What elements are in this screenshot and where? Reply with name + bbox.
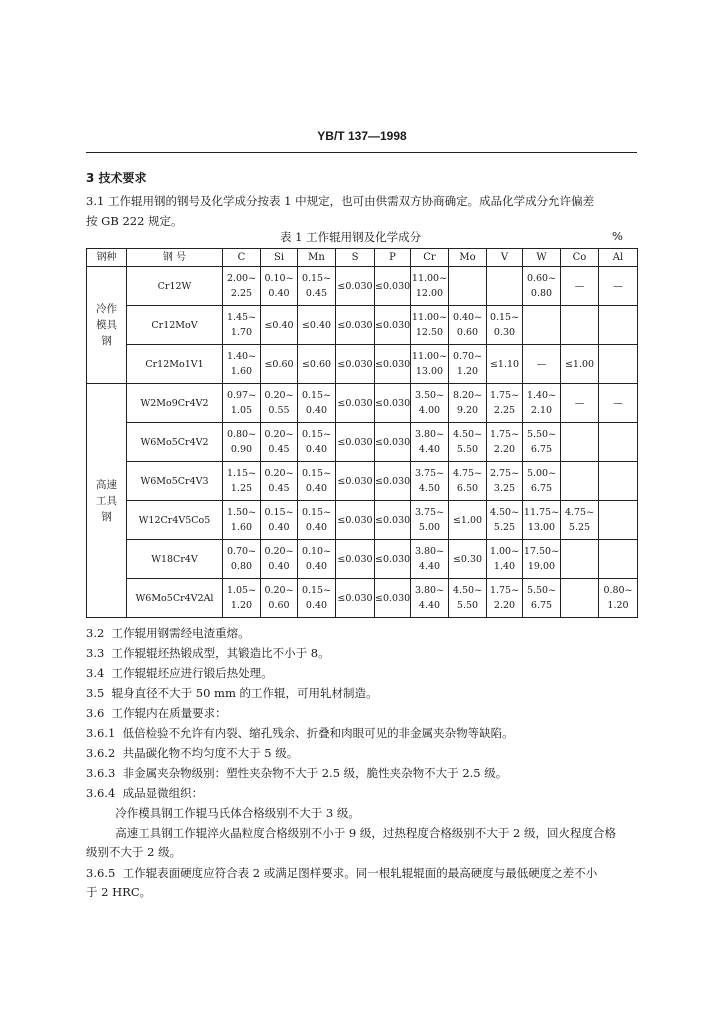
- table-row: [87, 306, 638, 345]
- clause-line: 3.6.2 共晶碳化物不均匀度不大于 5 级。: [86, 746, 299, 760]
- composition-cell: 1.15~ 1.25: [223, 462, 261, 501]
- composition-cell: 1.40~ 1.60: [223, 345, 261, 384]
- column-header: W: [523, 249, 561, 267]
- composition-cell: ≤0.30: [449, 540, 487, 579]
- column-header: Mo: [449, 249, 487, 267]
- clause-line: 高速工具钢工作辊淬火晶粒度合格级别不小于 9 级，过热程度合格级别不大于 2 级，回火程度合格: [86, 826, 616, 840]
- composition-cell: ≤0.60: [261, 345, 298, 384]
- composition-cell: ≤0.40: [298, 306, 336, 345]
- column-header: C: [223, 249, 261, 267]
- column-header: Cr: [411, 249, 449, 267]
- composition-cell: 3.75~ 4.50: [411, 462, 449, 501]
- standard-number-header: YB/T 137—1998: [317, 129, 407, 143]
- composition-cell: [523, 306, 561, 345]
- composition-cell: 3.80~ 4.40: [411, 423, 449, 462]
- composition-cell: [561, 579, 599, 618]
- clause-line: 3.6.3 非金属夹杂物级别：塑性夹杂物不大于 2.5 级，脆性夹杂物不大于 2.5 级。: [86, 766, 508, 780]
- column-header: 钢种: [87, 249, 127, 267]
- composition-cell: ≤0.030: [336, 306, 375, 345]
- composition-cell: [561, 306, 599, 345]
- composition-cell: ≤0.030: [375, 540, 411, 579]
- composition-cell: 1.40~ 2.10: [523, 384, 561, 423]
- composition-cell: ≤0.030: [336, 423, 375, 462]
- composition-cell: 0.15~ 0.40: [261, 501, 298, 540]
- composition-cell: ≤0.030: [375, 423, 411, 462]
- grade-cell: W6Mo5Cr4V2Al: [127, 579, 223, 618]
- composition-cell: 0.10~ 0.40: [261, 267, 298, 306]
- composition-cell: ≤1.00: [449, 501, 487, 540]
- composition-cell: 0.20~ 0.45: [261, 462, 298, 501]
- composition-cell: 0.80~ 1.20: [599, 579, 638, 618]
- clause-line: 级别不大于 2 级。: [86, 845, 182, 859]
- table-row: [87, 501, 638, 540]
- composition-cell: 0.15~ 0.40: [298, 423, 336, 462]
- steel-type-cell: 高速 工具 钢: [87, 384, 127, 618]
- column-header: S: [336, 249, 375, 267]
- composition-cell: 0.15~ 0.40: [298, 384, 336, 423]
- clause-3-1: [86, 191, 638, 231]
- clause-line: 3.6 工作辊内在质量要求：: [86, 706, 227, 720]
- composition-cell: 17.50~ 19.00: [523, 540, 561, 579]
- grade-cell: W12Cr4V5Co5: [127, 501, 223, 540]
- composition-cell: [561, 462, 599, 501]
- composition-cell: [599, 540, 638, 579]
- section-title: 3 技术要求: [86, 171, 147, 185]
- composition-cell: 0.10~ 0.40: [298, 540, 336, 579]
- clause-line: 冷作模具钢工作辊马氏体合格级别不大于 3 级。: [86, 806, 360, 820]
- column-header: V: [487, 249, 523, 267]
- composition-cell: 1.00~ 1.40: [487, 540, 523, 579]
- composition-cell: —: [561, 267, 599, 306]
- composition-cell: 0.70~ 1.20: [449, 345, 487, 384]
- steel-type-cell: 冷作 模具 钢: [87, 267, 127, 384]
- composition-cell: ≤0.030: [336, 462, 375, 501]
- composition-cell: ≤1.10: [487, 345, 523, 384]
- composition-cell: 0.15~ 0.40: [298, 579, 336, 618]
- composition-cell: [449, 267, 487, 306]
- composition-cell: ≤0.030: [336, 501, 375, 540]
- clause-line: 3.4 工作辊辊坯应进行锻后热处理。: [86, 666, 273, 680]
- grade-cell: W6Mo5Cr4V2: [127, 423, 223, 462]
- clause-line: 3.6.5 工作辊表面硬度应符合表 2 或满足图样要求。同一根轧辊辊面的最高硬度与最低硬度之差不小: [86, 866, 598, 880]
- composition-cell: ≤0.030: [375, 267, 411, 306]
- composition-cell: 3.75~ 5.00: [411, 501, 449, 540]
- composition-cell: 0.20~ 0.40: [261, 540, 298, 579]
- composition-cell: [599, 501, 638, 540]
- grade-cell: W2Mo9Cr4V2: [127, 384, 223, 423]
- composition-cell: ≤1.00: [561, 345, 599, 384]
- composition-cell: 3.80~ 4.40: [411, 540, 449, 579]
- composition-cell: —: [523, 345, 561, 384]
- header-rule: [86, 152, 637, 153]
- composition-cell: [487, 267, 523, 306]
- column-header: Si: [261, 249, 298, 267]
- composition-cell: —: [599, 384, 638, 423]
- composition-cell: 4.50~ 5.50: [449, 423, 487, 462]
- composition-cell: 0.15~ 0.45: [298, 267, 336, 306]
- composition-cell: ≤0.030: [375, 345, 411, 384]
- composition-cell: ≤0.030: [336, 267, 375, 306]
- grade-cell: W6Mo5Cr4V3: [127, 462, 223, 501]
- column-header: Mn: [298, 249, 336, 267]
- composition-cell: ≤0.030: [375, 462, 411, 501]
- table-row: [87, 579, 638, 618]
- composition-cell: 5.00~ 6.75: [523, 462, 561, 501]
- composition-cell: 0.80~ 0.90: [223, 423, 261, 462]
- composition-cell: 0.40~ 0.60: [449, 306, 487, 345]
- composition-cell: [599, 345, 638, 384]
- composition-cell: 1.75~ 2.20: [487, 423, 523, 462]
- composition-cell: —: [599, 267, 638, 306]
- composition-cell: [599, 462, 638, 501]
- grade-cell: Cr12W: [127, 267, 223, 306]
- composition-cell: 0.97~ 1.05: [223, 384, 261, 423]
- composition-cell: 0.60~ 0.80: [523, 267, 561, 306]
- composition-cell: 1.45~ 1.70: [223, 306, 261, 345]
- clause-line: 3.5 辊身直径不大于 50 mm 的工作辊，可用轧材制造。: [86, 686, 378, 700]
- table-row: [87, 423, 638, 462]
- grade-cell: W18Cr4V: [127, 540, 223, 579]
- composition-cell: 4.75~ 6.50: [449, 462, 487, 501]
- composition-cell: 0.15~ 0.30: [487, 306, 523, 345]
- composition-cell: 11.00~ 12.00: [411, 267, 449, 306]
- composition-cell: 3.80~ 4.40: [411, 579, 449, 618]
- composition-cell: ≤0.030: [336, 579, 375, 618]
- column-header: 钢 号: [127, 249, 223, 267]
- clause-line: 3.3 工作辊辊坯热锻成型，其锻造比不小于 8。: [86, 646, 330, 660]
- composition-cell: 0.70~ 0.80: [223, 540, 261, 579]
- composition-cell: 2.00~ 2.25: [223, 267, 261, 306]
- table-row: [87, 384, 638, 423]
- clause-line: 3.6.4 成品显微组织：: [86, 786, 204, 800]
- column-header: Al: [599, 249, 638, 267]
- clause-3-1-line1: 3.1 工作辊用钢的钢号及化学成分按表 1 中规定，也可由供需双方协商确定。成品化学成分允许偏差: [86, 194, 595, 208]
- table-row: [87, 267, 638, 306]
- composition-cell: ≤0.030: [375, 501, 411, 540]
- composition-cell: 1.75~ 2.25: [487, 384, 523, 423]
- composition-cell: 5.50~ 6.75: [523, 423, 561, 462]
- composition-cell: [599, 423, 638, 462]
- composition-cell: 1.05~ 1.20: [223, 579, 261, 618]
- composition-cell: [599, 306, 638, 345]
- composition-cell: [561, 423, 599, 462]
- composition-cell: 11.00~ 12.50: [411, 306, 449, 345]
- composition-cell: ≤0.030: [336, 345, 375, 384]
- composition-cell: 3.50~ 4.00: [411, 384, 449, 423]
- composition-cell: 8.20~ 9.20: [449, 384, 487, 423]
- composition-cell: 11.75~ 13.00: [523, 501, 561, 540]
- composition-cell: ≤0.40: [261, 306, 298, 345]
- table-caption: 表 1 工作辊用钢及化学成分: [280, 230, 422, 244]
- table-row: [87, 462, 638, 501]
- grade-cell: Cr12MoV: [127, 306, 223, 345]
- composition-cell: 4.50~ 5.50: [449, 579, 487, 618]
- table-row: [87, 345, 638, 384]
- clause-line: 3.2 工作辊用钢需经电渣重熔。: [86, 626, 250, 640]
- composition-cell: [561, 540, 599, 579]
- column-header: Co: [561, 249, 599, 267]
- clause-3-1-line2: 按 GB 222 规定。: [86, 214, 183, 228]
- clause-line: 3.6.1 低倍检验不允许有内裂、缩孔残余、折叠和肉眼可见的非金属夹杂物等缺陷。: [86, 726, 514, 740]
- composition-cell: ≤0.030: [336, 540, 375, 579]
- composition-cell: ≤0.60: [298, 345, 336, 384]
- composition-cell: 5.50~ 6.75: [523, 579, 561, 618]
- composition-cell: 4.50~ 5.25: [487, 501, 523, 540]
- composition-cell: ≤0.030: [375, 384, 411, 423]
- table-unit: %: [612, 229, 623, 243]
- composition-table: [86, 248, 638, 618]
- composition-cell: 1.50~ 1.60: [223, 501, 261, 540]
- composition-cell: 0.15~ 0.40: [298, 501, 336, 540]
- composition-cell: 2.75~ 3.25: [487, 462, 523, 501]
- clause-line: 于 2 HRC。: [86, 885, 152, 899]
- composition-cell: ≤0.030: [375, 306, 411, 345]
- composition-cell: 0.20~ 0.60: [261, 579, 298, 618]
- table-header-row: [87, 249, 638, 267]
- composition-cell: —: [561, 384, 599, 423]
- composition-cell: 0.20~ 0.55: [261, 384, 298, 423]
- composition-cell: 4.75~ 5.25: [561, 501, 599, 540]
- composition-cell: 11.00~ 13.00: [411, 345, 449, 384]
- composition-cell: 1.75~ 2.20: [487, 579, 523, 618]
- composition-cell: ≤0.030: [375, 579, 411, 618]
- composition-cell: ≤0.030: [336, 384, 375, 423]
- grade-cell: Cr12Mo1V1: [127, 345, 223, 384]
- table-row: [87, 540, 638, 579]
- column-header: P: [375, 249, 411, 267]
- composition-cell: 0.20~ 0.45: [261, 423, 298, 462]
- composition-cell: 0.15~ 0.40: [298, 462, 336, 501]
